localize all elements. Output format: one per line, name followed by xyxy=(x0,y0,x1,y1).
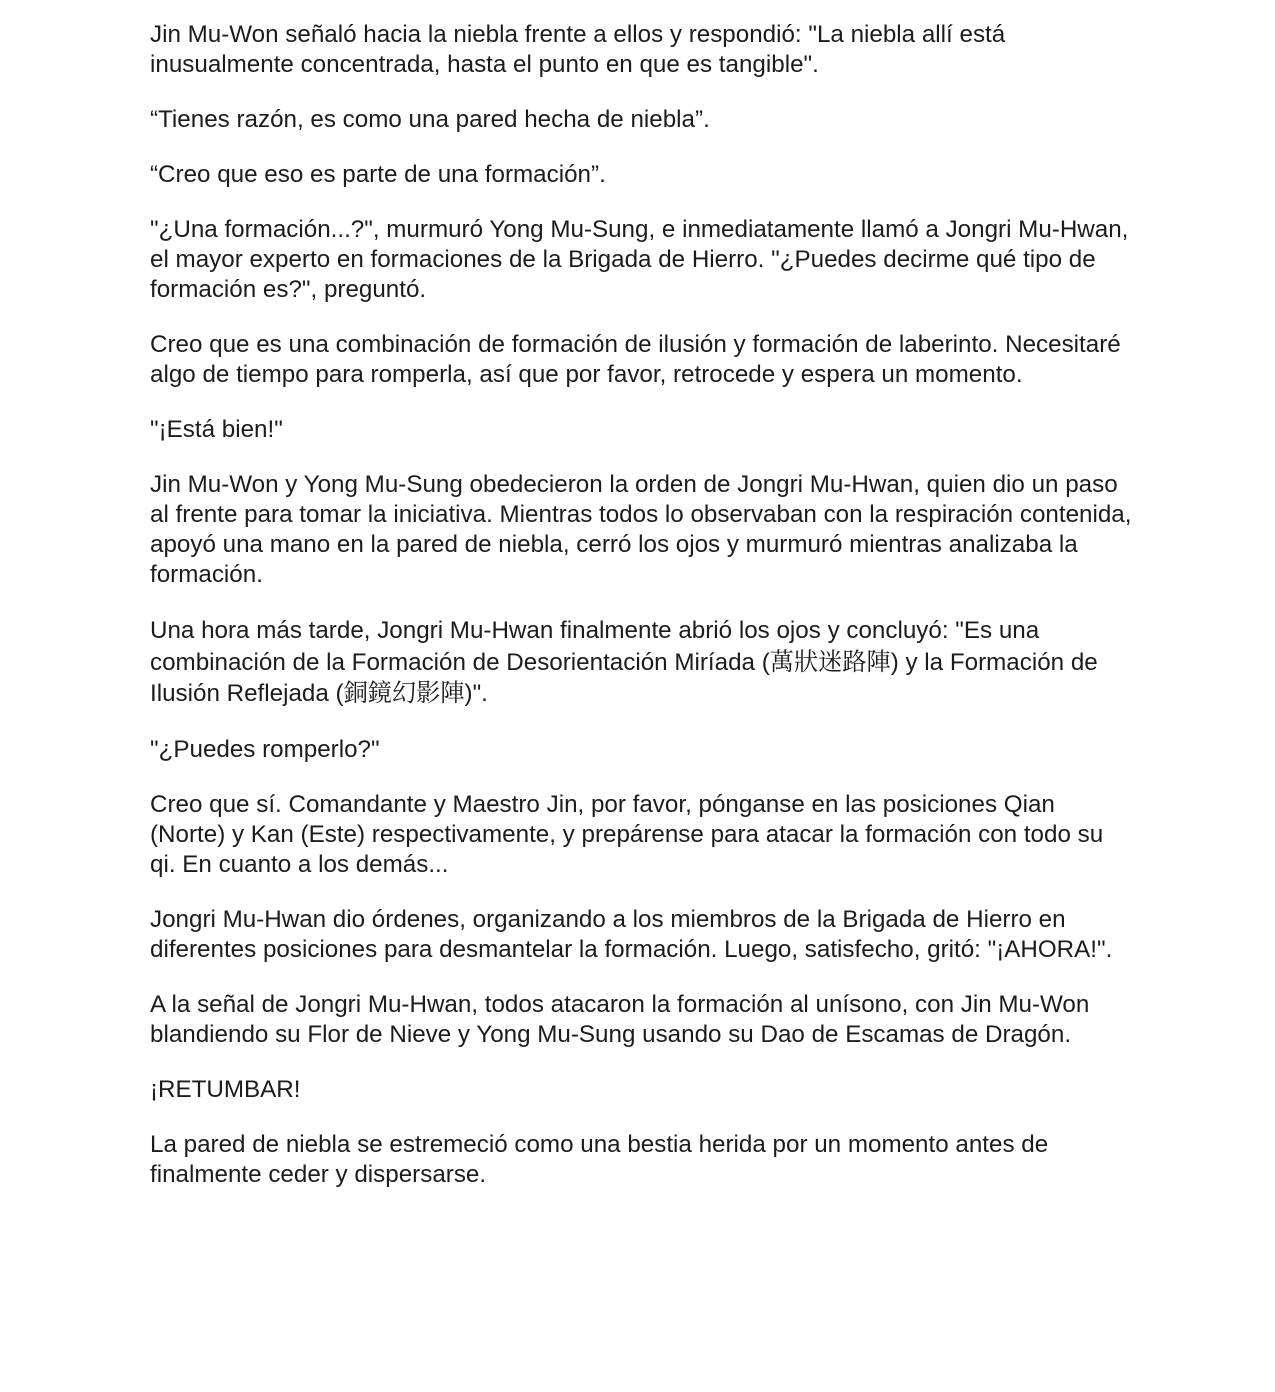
paragraph: ¡RETUMBAR! xyxy=(150,1075,301,1103)
paragraph: Jin Mu-Won señaló hacia la niebla frente a ellos y respondió: "La niebla allí está inusualmente concentrada, hasta el punto en que es tangible". xyxy=(150,21,1006,78)
document-page xyxy=(150,20,1135,1215)
paragraph: "¿Puedes romperlo?" xyxy=(150,735,380,763)
paragraph: Jin Mu-Won y Yong Mu-Sung obedecieron la orden de Jongri Mu-Hwan, quien dio un paso al frente para tomar la iniciativa. Mientras todos lo observaban con la respiración contenida, apoyó una mano en la pared de niebla, cerró los ojos y murmuró mientras analizaba la formación. xyxy=(150,471,1132,588)
paragraph: "¿Una formación...?", murmuró Yong Mu-Sung, e inmediatamente llamó a Jongri Mu-Hwan, el mayor experto en formaciones de la Brigada de Hierro. "¿Puedes decirme qué tipo de formación es?", preguntó. xyxy=(150,216,1129,303)
paragraph: Creo que sí. Comandante y Maestro Jin, por favor, pónganse en las posiciones Qian (Norte) y Kan (Este) respectivamente, y prepárense para atacar la formación con todo su qi. En cuanto a los demás... xyxy=(150,790,1104,878)
paragraph: “Creo que eso es parte de una formación”. xyxy=(150,161,606,188)
paragraph: Una hora más tarde, Jongri Mu-Hwan finalmente abrió los ojos y concluyó: "Es una combinación de la Formación de Desorientación Miríada (萬狀迷路陣) y la Formación de Ilusión Reflejada (銅鏡幻影陣)". xyxy=(150,617,1098,707)
paragraph: “Tienes razón, es como una pared hecha de niebla”. xyxy=(150,106,710,133)
paragraph: La pared de niebla se estremeció como una bestia herida por un momento antes de finalmente ceder y dispersarse. xyxy=(150,1130,1049,1188)
paragraph: "¡Está bien!" xyxy=(150,416,283,443)
paragraph: Creo que es una combinación de formación de ilusión y formación de laberinto. Necesitaré algo de tiempo para romperla, así que por favor, retrocede y espera un momento. xyxy=(150,331,1121,388)
paragraph: A la señal de Jongri Mu-Hwan, todos atacaron la formación al unísono, con Jin Mu-Won blandiendo su Flor de Nieve y Yong Mu-Sung usando su Dao de Escamas de Dragón. xyxy=(150,990,1090,1048)
paragraph: Jongri Mu-Hwan dio órdenes, organizando a los miembros de la Brigada de Hierro en diferentes posiciones para desmantelar la formación. Luego, satisfecho, gritó: "¡AHORA!". xyxy=(150,905,1113,963)
